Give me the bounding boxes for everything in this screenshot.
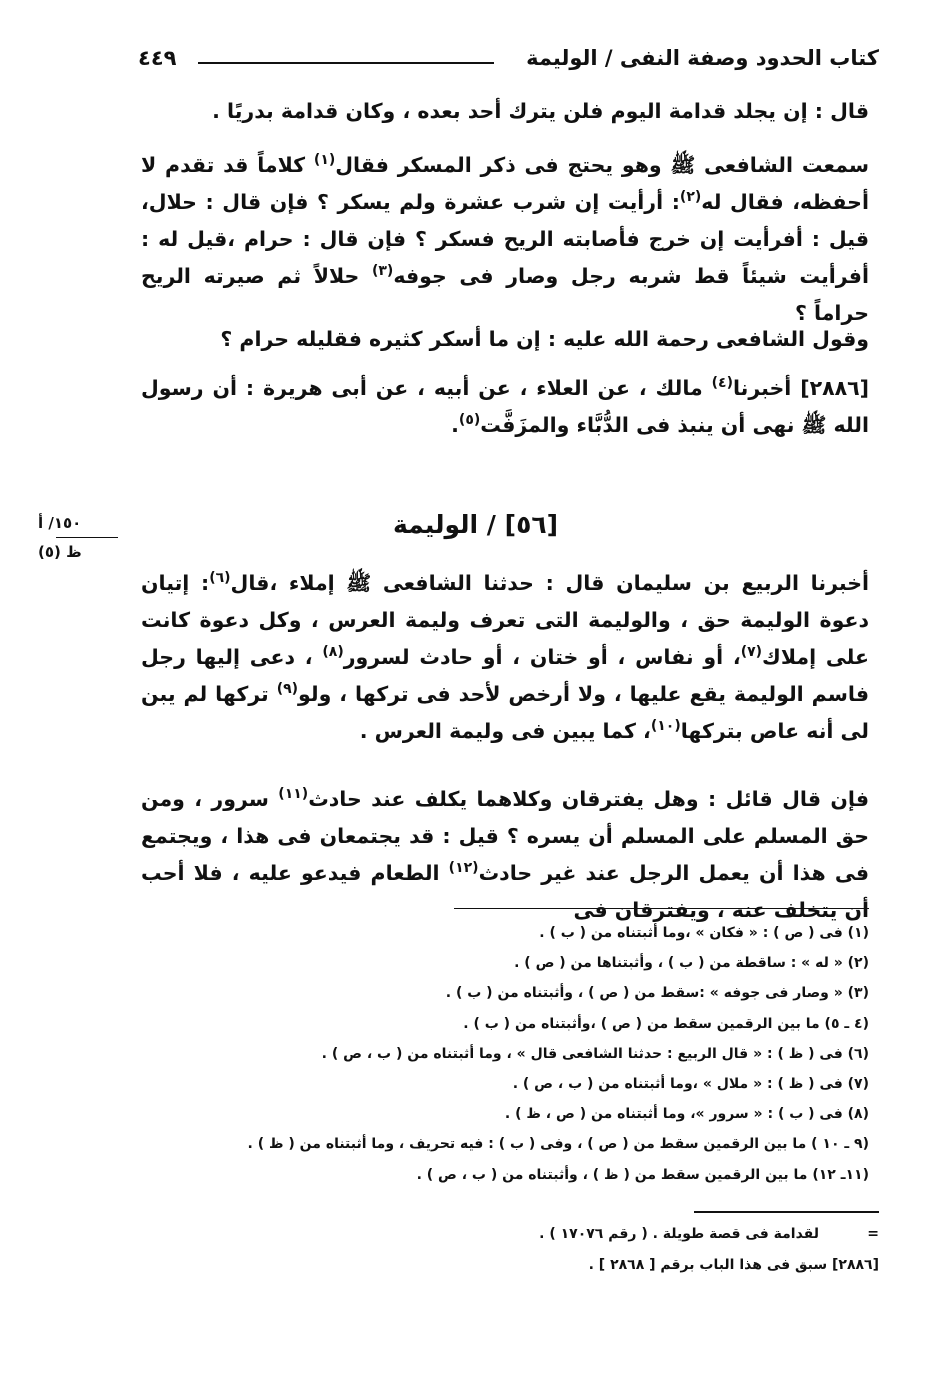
footnote: (٣) « وصار فى جوفه » :سقط من ( ص ) ، وأثبتناه من ( ب ) . (445, 985, 869, 1002)
footnotes (141, 918, 869, 1190)
paragraph-5 (141, 781, 869, 929)
takhrij-notes (141, 1219, 879, 1281)
notes-separator (694, 1211, 879, 1213)
header-title: كتاب الحدود وصفة النفى / الوليمة (526, 46, 879, 70)
paragraph-1 (141, 93, 869, 130)
continuation-marker: = (867, 1226, 879, 1242)
paragraph-text: أخبرنا الربيع بن سليمان قال : حدثنا الشافعى ﷺ إملاء ،قال (230, 571, 869, 595)
footnote-ref[interactable]: (٥) (458, 412, 481, 429)
paragraph-text: الطعام فيدعو عليه ، فلا أحب أن يتخلف عنه ، ويفترقان فى (141, 861, 869, 922)
paragraph-text: تركها لم يبن لى أنه عاص بتركها (141, 682, 869, 743)
section-title: [٥٦] / الوليمة (392, 510, 559, 539)
note-line: [٢٨٨٦] سبق فى هذا الباب برقم [ ٢٨٦٨ ] . (588, 1257, 879, 1273)
footnote: (٤ ـ ٥) ما بين الرقمين سقط من ( ص ) ،وأثبتناه من ( ب ) . (463, 1015, 869, 1032)
paragraph-text: ، أو نفاس ، أو ختان ، أو حادث لسرور (343, 645, 741, 669)
page-number: ٤٤٩ (138, 46, 177, 70)
footnote: (٧) فى ( ظ ) : « ملال » ،وما أثبتناه من ( ب ، ص ) . (512, 1076, 869, 1093)
footnote-ref[interactable]: (٩) (276, 681, 299, 698)
hadith-2886 (141, 370, 869, 444)
paragraph-text: فإن قال قائل : وهل يفترقان وكلاهما يكلف عند حادث (308, 787, 869, 811)
manuscript-margin-note (38, 511, 118, 564)
footnote-ref[interactable]: (٦) (209, 570, 231, 587)
margin-ms: ظ (٥) (38, 543, 82, 561)
footnote-ref[interactable]: (٤) (711, 375, 733, 392)
paragraph-4 (141, 565, 869, 750)
footnote-ref[interactable]: (٨) (322, 644, 344, 661)
paragraph-3 (141, 321, 869, 358)
paragraph-text: ، دعى إليها رجل فاسم الوليمة يقع عليها ، ولا أرخص لأحد فى تركها ، ولو (141, 645, 869, 706)
footnote: (٩ ـ ١٠ ) ما بين الرقمين سقط من ( ص ) ، وفى ( ب ) : فيه تحريف ، وما أثبتناه من ( ظ ) . (247, 1136, 869, 1153)
paragraph-text: : إتيان دعوة الوليمة حق ، والوليمة التى تعرف وليمة العرس ، وكل دعوة كانت على إملاك (141, 571, 870, 669)
footnote: (٨) فى ( ب ) : « سرور »، وما أثبتناه من ( ص ، ظ ) . (504, 1106, 869, 1123)
paragraph-text: . (451, 413, 459, 437)
footnote-ref[interactable]: (٢) (679, 189, 702, 206)
footnote-ref[interactable]: (١) (313, 152, 336, 169)
footnote: (١) فى ( ص ) : « فكان » ،وما أثبتناه من ( ب ) . (539, 925, 869, 941)
footnote: (٦) فى ( ظ ) : « قال الربيع : حدثنا الشافعى قال » ، وما أثبتناه من ( ب ، ص ) . (321, 1045, 869, 1062)
footnote-ref[interactable]: (٧) (740, 644, 763, 661)
note-line (141, 1219, 879, 1250)
margin-rule (56, 537, 118, 538)
running-header (138, 42, 879, 78)
paragraph-text: سرور ، ومن حق المسلم على المسلم أن يسره ؟ قيل : قد يجتمعان فى هذا ، ويجتمع فى هذا أن يعمل الرجل عند غير حادث (141, 787, 869, 885)
paragraph-text: [٢٨٨٦] أخبرنا (732, 376, 870, 400)
margin-folio: ١٥٠/ أ (38, 514, 82, 532)
header-rule (198, 62, 494, 64)
footnote-ref[interactable]: (٣) (371, 263, 394, 280)
paragraph-text: ، كما يبين فى وليمة العرس . (359, 719, 651, 743)
footnote-ref[interactable]: (١١) (278, 786, 309, 803)
paragraph-text: : أرأيت إن شرب عشرة ولم يسكر ؟ فإن قال : حلال، قيل : أفرأيت إن خرج فأصابته الريح فسكر ؟ فإن قال : حرام ،قيل له : أفرأيت شيئاً قط شربه رجل وصار فى جوفه (141, 190, 869, 288)
footnote-ref[interactable]: (١٠) (650, 718, 681, 735)
paragraph-2 (141, 147, 869, 332)
paragraph-text: كلاماً قد تقدم لا أحفظه، فقال له (141, 153, 869, 214)
footnote-separator (454, 908, 869, 909)
footnote: (٢) « له » : ساقطة من ( ب ) ، وأثبتناها من ( ص ) . (514, 955, 869, 972)
paragraph-text: مالك ، عن العلاء ، عن أبيه ، عن أبى هريرة : أن رسول الله ﷺ نهى أن ينبذ فى الدُّبَّاء والمزَفَّت (141, 376, 869, 437)
footnote-ref[interactable]: (١٢) (448, 860, 479, 877)
paragraph-text: حلالاً ثم صيرته الريح حراماً ؟ (141, 264, 869, 325)
paragraph-text: قال : إن يجلد قدامة اليوم فلن يترك أحد بعده ، وكان قدامة بدريًا . (212, 99, 869, 123)
note-text: لقدامة فى قصة طويلة . ( رقم ١٧٠٧٦ ) . (539, 1226, 819, 1242)
footnote: (١١ـ ١٢) ما بين الرقمين سقط من ( ظ ) ، وأثبتناه من ( ب ، ص ) . (416, 1166, 869, 1183)
paragraph-text: وقول الشافعى رحمة الله عليه : إن ما أسكر كثيره فقليله حرام ؟ (220, 327, 869, 351)
paragraph-text: سمعت الشافعى ﷺ وهو يحتج فى ذكر المسكر فقال (335, 153, 870, 177)
